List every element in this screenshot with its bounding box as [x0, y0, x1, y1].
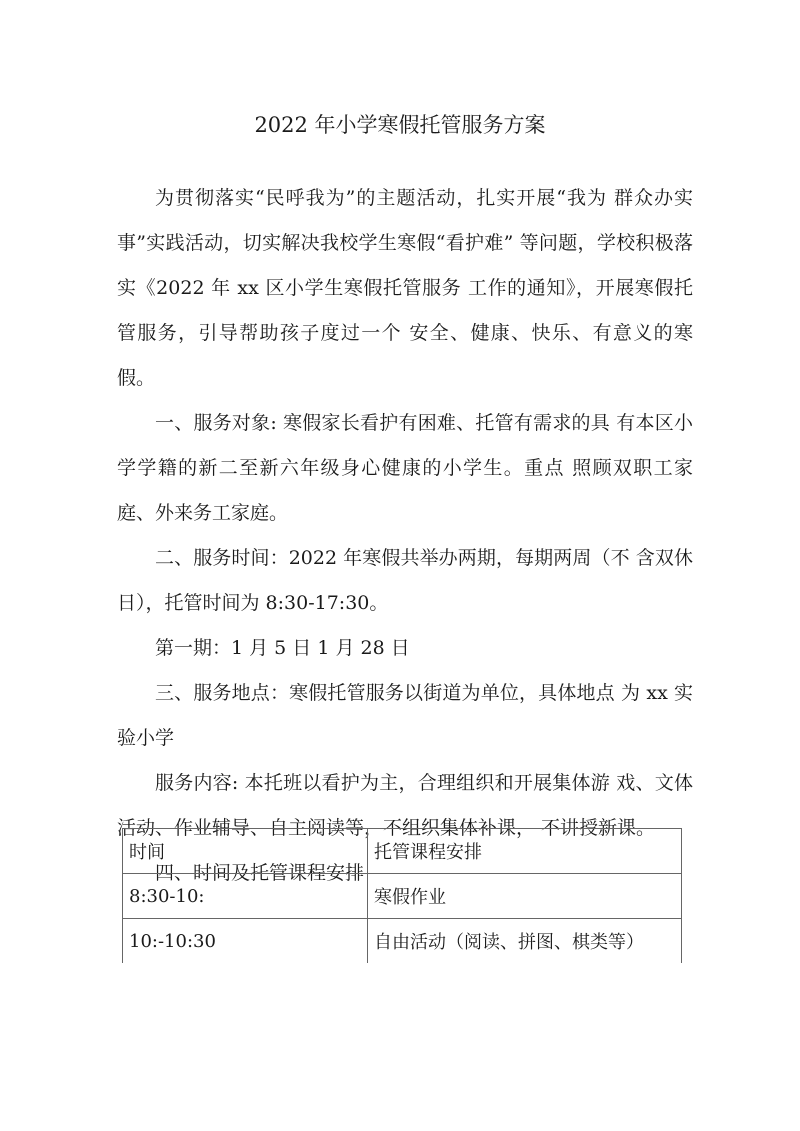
table-row [123, 874, 682, 919]
table-header-cell: 时间 [123, 829, 368, 874]
table-header-row [123, 829, 682, 874]
table-cell: 寒假作业 [368, 874, 682, 919]
intro-paragraph: 为贯彻落实“民呼我为”的主题活动，扎实开展“我为 群众办实事”实践活动，切实解决我校学生寒假“看护难” 等问题，学校积极落实《2022 年 xx 区小学生寒假托管服务 工作的通知》，开展寒假托管服务，引导帮助孩子度过一个 安全、健康、快乐、有意义的寒假。 [117, 187, 693, 389]
table-row [123, 919, 682, 964]
table-header-cell: 托管课程安排 [368, 829, 682, 874]
table-cell: 8:30-10: [123, 874, 368, 919]
service-time-paragraph: 二、服务时间：2022 年寒假共举办两期，每期两周（不 含双休日），托管时间为 8:30-17:30。 [117, 547, 693, 614]
schedule-heading: 四、时间及托管课程安排 [155, 862, 365, 884]
service-target-paragraph: 一、服务对象: 寒假家长看护有困难、托管有需求的具 有本区小学学籍的新二至新六年级身心健康的小学生。重点 照顾双职工家庭、外来务工家庭。 [117, 412, 693, 524]
document-body [117, 176, 693, 896]
schedule-table [122, 828, 682, 963]
service-location-paragraph: 三、服务地点：寒假托管服务以街道为单位，具体地点 为 xx 实验小学 [117, 682, 693, 749]
table-cell: 自由活动（阅读、拼图、棋类等） [368, 919, 682, 964]
page-title: 2022 年小学寒假托管服务方案 [254, 113, 546, 137]
service-content-paragraph: 服务内容: 本托班以看护为主，合理组织和开展集体游 戏、文体活动、作业辅导、自主阅读等，不组织集体补课， 不讲授新课。 [117, 772, 693, 839]
first-session-paragraph: 第一期：1 月 5 日 1 月 28 日 [155, 637, 410, 659]
table-cell: 10:-10:30 [123, 919, 368, 964]
